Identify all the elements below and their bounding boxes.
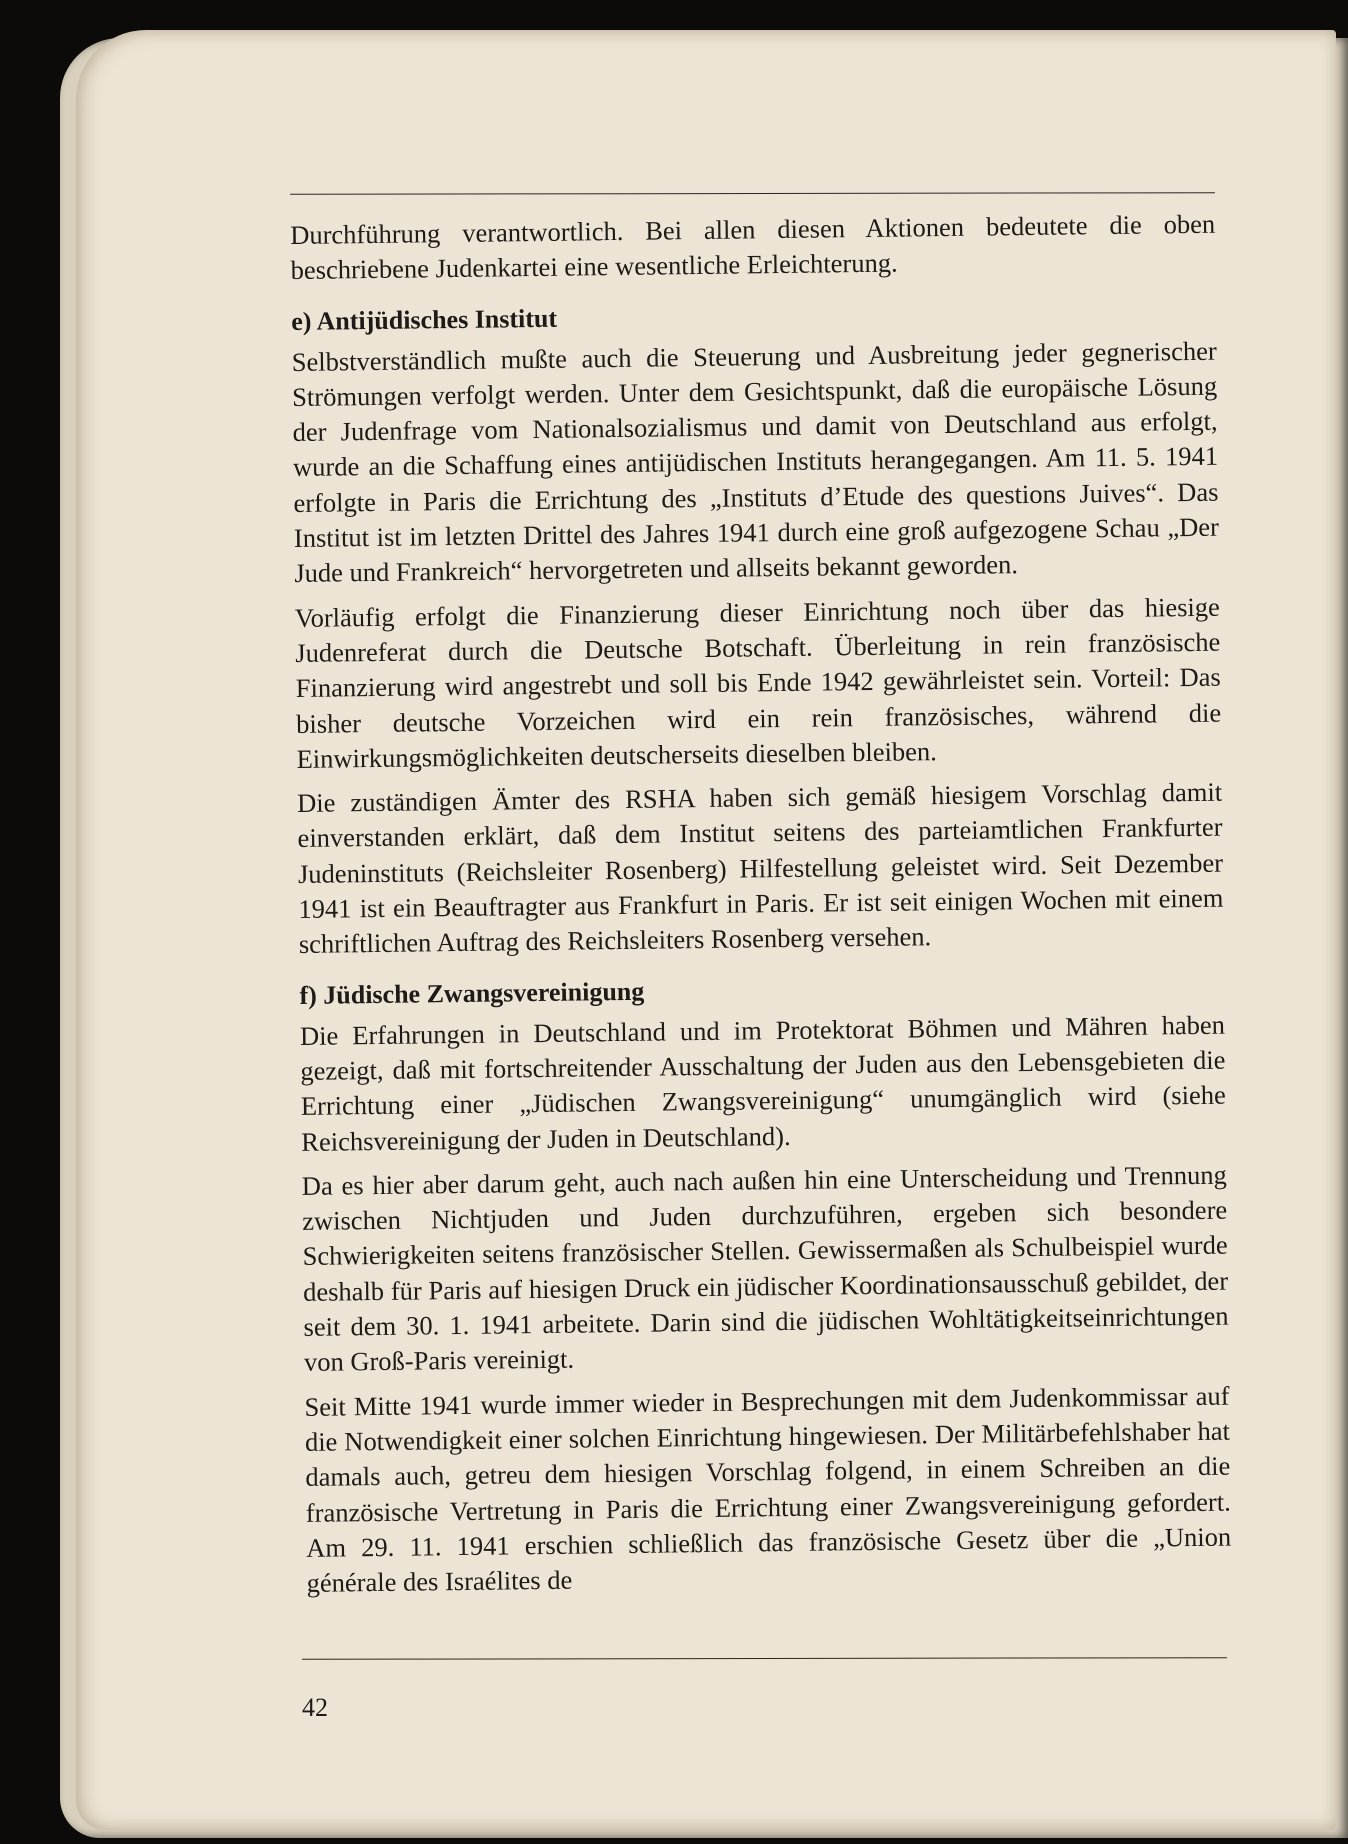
page-number: 42	[302, 1693, 328, 1722]
section-e-paragraph-3: Die zuständigen Ämter des RSHA haben sich gemäß hiesigem Vorschlag damit einverstanden erklärt, daß dem Institut seitens des parteiamtlichen Frankfurter Judeninstituts (Reichsleiter Rosenberg) Hilfestellung geleistet wird. Seit Dezember 1941 ist ein Beauftragter aus Frankfurt in Paris. Er ist seit einigen Wochen mit einem schriftlichen Auftrag des Reichsleiters Rosenberg versehen.	[296, 776, 1224, 960]
intro-paragraph: Durchführung verantwortlich. Bei allen diesen Aktionen bedeutete die oben beschriebene Judenkartei eine wesentliche Erleichterung.	[290, 208, 1216, 286]
section-f-paragraph-3: Seit Mitte 1941 wurde immer wieder in Besprechungen mit dem Judenkommissar auf die Notwendigkeit einer solchen Einrichtung hingewiesen. Der Militärbefehlshaber hat damals auch, getreu dem hiesigen Vorschlag folgend, in einem Schreiben an die französische Vertretung in Paris die Errichtung einer Zwangsvereinigung gefordert. Am 29. 11. 1941 erschien schließlich das französische Gesetz über die „Union générale des Israélites de	[304, 1380, 1232, 1598]
body-text	[290, 207, 1232, 1611]
section-e-paragraph-2: Vorläufig erfolgt die Finanzierung dieser Einrichtung noch über das hiesige Judenreferat durch die Deutsche Botschaft. Überleitung in rein französische Finanzierung wird angestrebt und soll bis Ende 1942 gewährleistet sein. Vorteil: Das bisher deutsche Vorzeichen wird ein rein französisches, während die Einwirkungsmöglichkeiten deutscherseits dieselben bleiben.	[294, 591, 1222, 774]
section-f-paragraph-1: Die Erfahrungen in Deutschland und im Protektorat Böhmen und Mähren haben gezeigt, daß mit fortschreitender Ausschaltung der Juden aus den Lebensgebieten die Errichtung einer „Jüdischen Zwangsvereinigung“ unumgänglich wird (siehe Reichsvereinigung der Juden in Deutschland).	[299, 1009, 1226, 1157]
section-e-heading: e) Antijüdisches Institut	[291, 303, 558, 336]
section-e-paragraph-1: Selbstverständlich mußte auch die Steuerung und Ausbreitung jeder gegnerischer Strömungen verfolgt werden. Unter dem Gesichtspunkt, daß die europäische Lösung der Judenfrage vom Nationalsozialismus und damit von Deutschland aus erfolgt, wurde an die Schaffung eines antijüdischen Instituts herangegangen. Am 11. 5. 1941 erfolgte in Paris die Errichtung des „Instituts d’Etude des questions Juives“. Das Institut ist im letzten Drittel des Jahres 1941 durch eine groß aufgezogene Schau „Der Jude und Frankreich“ hervorgetreten und allseits bekannt geworden.	[291, 335, 1220, 589]
section-f-paragraph-2: Da es hier aber darum geht, auch nach außen hin eine Unterscheidung und Trennung zwischen Nichtjuden und Juden durchzuführen, ergeben sich besondere Schwierigkeiten seitens französischer Stellen. Gewissermaßen als Schulbeispiel wurde deshalb für Paris auf hiesigen Druck ein jüdischer Koordinationsausschuß gebildet, der seit dem 30. 1. 1941 arbeitete. Darin sind die jüdischen Wohltätigkeitseinrichtungen von Groß-Paris vereinigt.	[301, 1159, 1229, 1378]
section-f-heading: f) Jüdische Zwangsvereinigung	[299, 976, 645, 1010]
